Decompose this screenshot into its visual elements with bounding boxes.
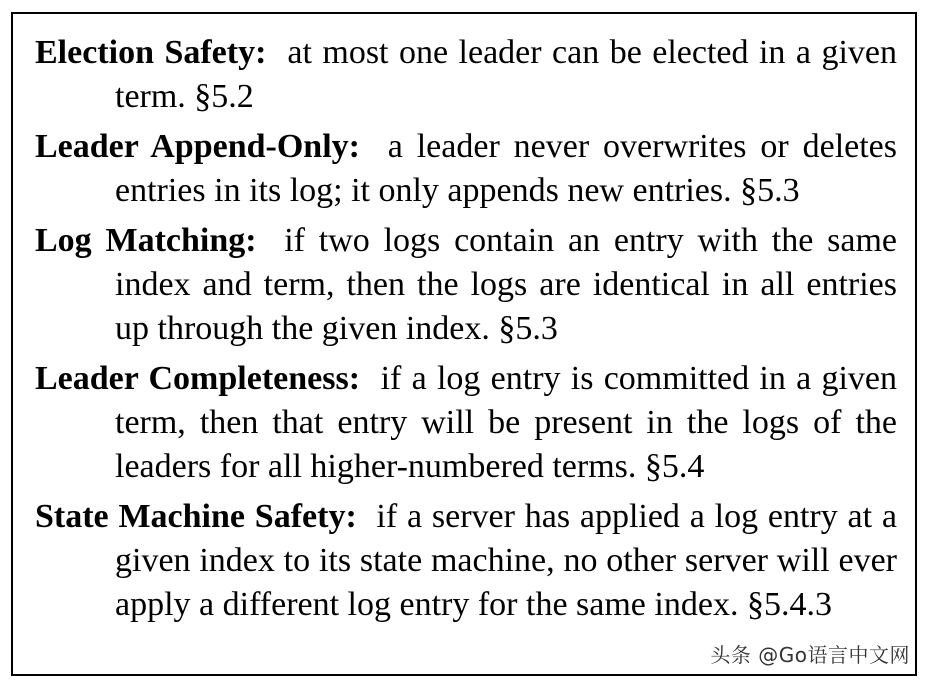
property-description: a leader never overwrites or deletes entries in its log; it only appends new entries. §5.3	[115, 128, 898, 209]
property-description: if two logs contain an entry with the same index and term, then the logs are identical in all entries up through the given index. §5.3	[115, 222, 897, 347]
property-term: Election Safety:	[35, 34, 267, 71]
property-leader-append-only	[35, 125, 897, 213]
property-state-machine-safety	[35, 495, 897, 627]
property-election-safety	[35, 31, 897, 119]
property-leader-completeness	[35, 357, 897, 489]
properties-box	[11, 12, 917, 676]
property-term: Leader Append-Only:	[35, 128, 360, 165]
property-term: Log Matching:	[35, 222, 257, 259]
property-term: State Machine Safety:	[35, 498, 357, 535]
property-log-matching	[35, 219, 897, 351]
property-description: at most one leader can be elected in a given term. §5.2	[115, 34, 898, 115]
properties-list	[35, 31, 897, 633]
property-term: Leader Completeness:	[35, 360, 361, 397]
watermark: 头条 @Go语言中文网	[710, 643, 910, 667]
property-description: if a server has applied a log entry at a given index to its state machine, no other server will ever apply a different log entry for the same index. §5.4.3	[115, 498, 897, 623]
property-description: if a log entry is committed in a given term, then that entry will be present in the logs of the leaders for all higher-numbered terms. §5.4	[115, 360, 897, 485]
